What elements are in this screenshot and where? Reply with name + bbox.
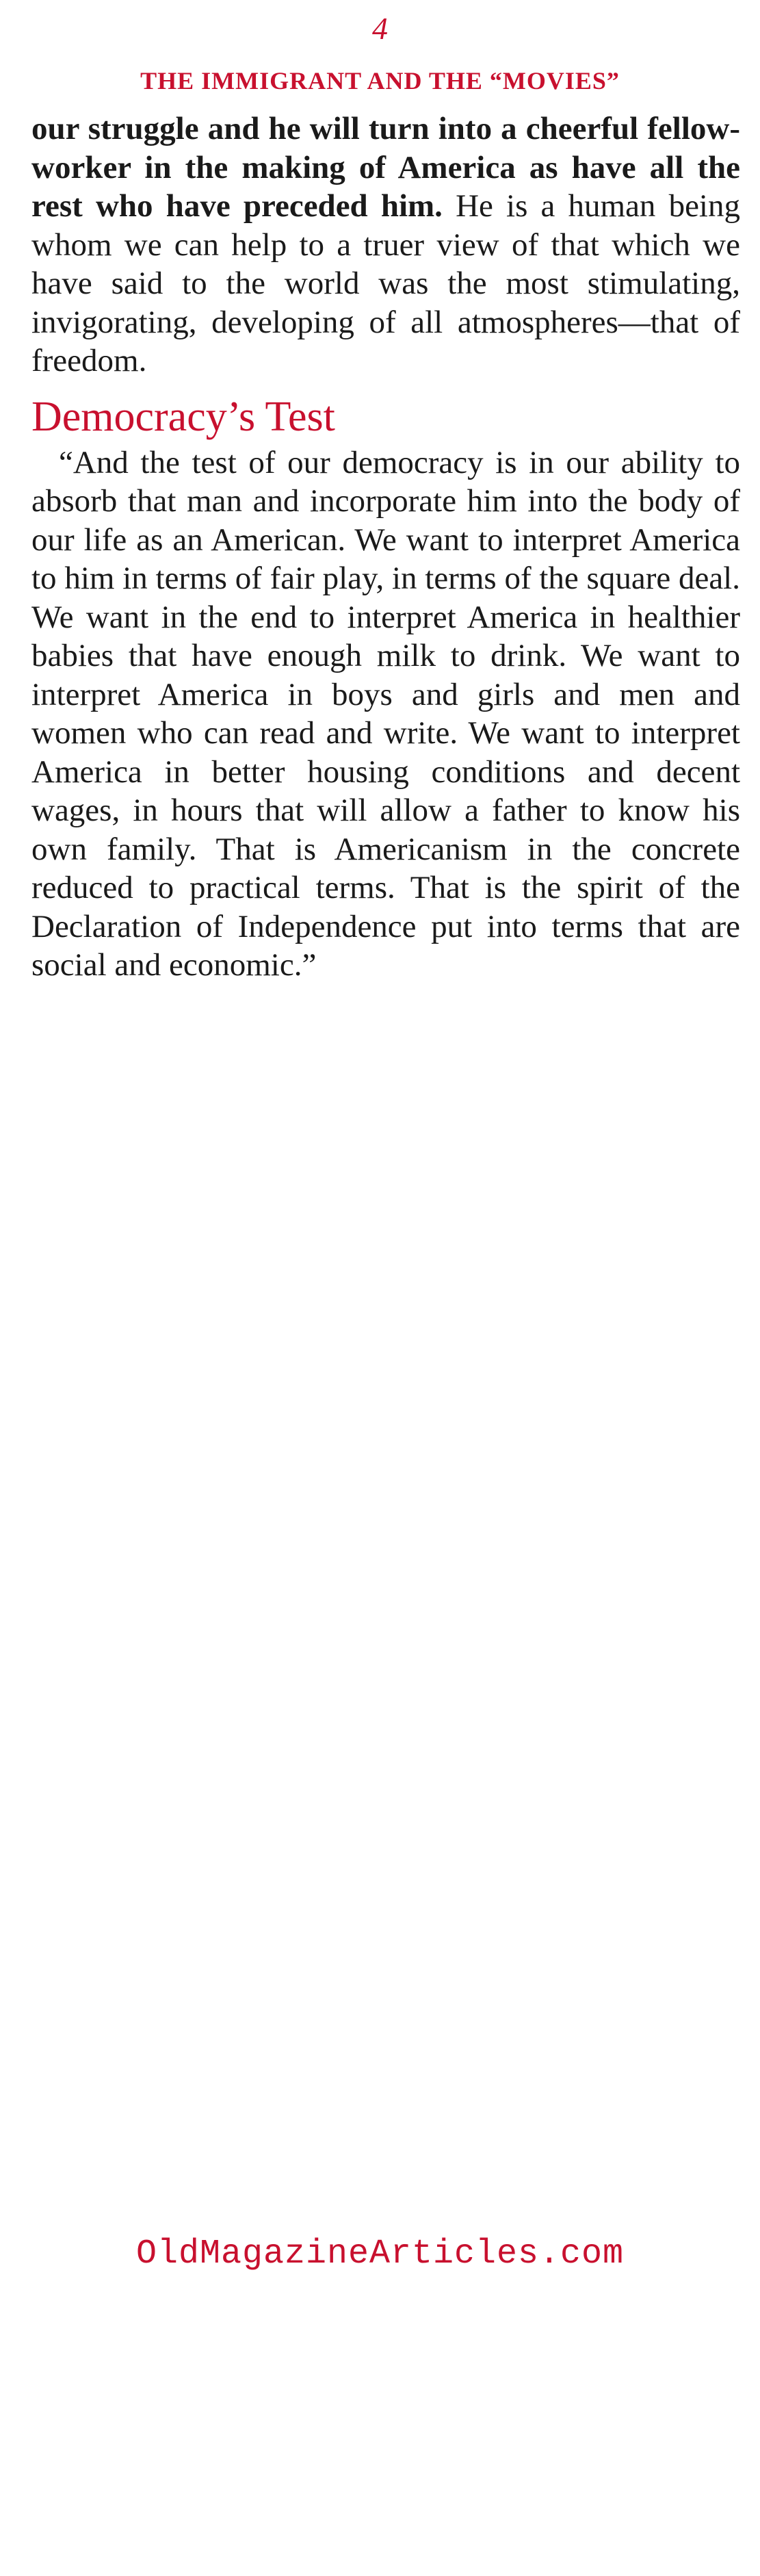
article-column [31,110,740,985]
section-paragraph: “And the test of our democracy is in our ability to absorb that man and incorporate him into the body of our life as an American. We want to interpret America to him in terms of fair play, in terms of the square deal. We want in the end to interpret America in healthier babies that have enough milk to drink. We want to interpret America in boys and girls and men and women who can read and write. We want to interpret America in better housing conditions and decent wages, in hours that will allow a father to know his own family. That is Americanism in the concrete reduced to practical terms. That is the spirit of the Declaration of Independence put into terms that are social and economic.” [31,444,740,983]
page-number: 4 [372,11,388,46]
running-head: THE IMMIGRANT AND THE “MOVIES” [140,67,620,94]
section-title: Democracy’s Test [31,393,335,440]
continued-paragraph [31,110,740,381]
continued-paragraph-bold-run: our struggle and he will turn into a cheerful fellow-worker in the making of America as have all the rest who have preceded him. [31,111,740,224]
site-watermark: OldMagazineArticles.com [135,2234,625,2274]
continued-paragraph-text: He is a human being whom we can help to a truer view of that which we have said to the world was the most stimulating, invigorating, developing of all atmospheres—that of freedom. [31,188,740,378]
